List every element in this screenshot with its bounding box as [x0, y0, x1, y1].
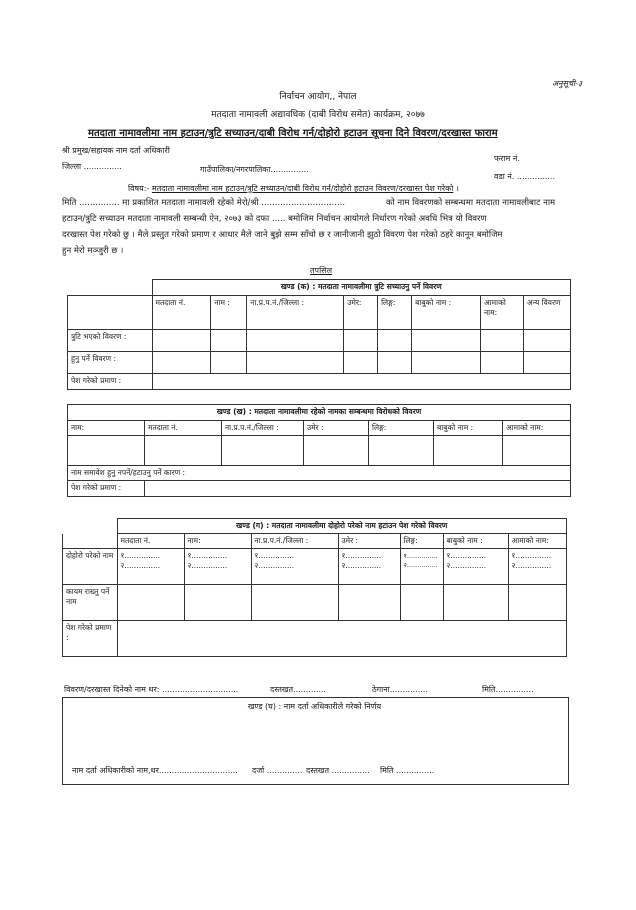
- col-father: बाबुको नाम :: [434, 421, 503, 436]
- cell-input[interactable]: [378, 330, 412, 352]
- addressee: श्री प्रमुख/सहायक नाम दर्ता अधिकारी: [62, 146, 170, 155]
- col-name: नाम:: [68, 421, 145, 436]
- district-field[interactable]: जिल्ला ...............: [62, 162, 122, 171]
- col-name: नाम :: [211, 296, 247, 330]
- ward-field[interactable]: वडा नं. ...............: [494, 172, 556, 181]
- cell-input[interactable]: [184, 585, 251, 621]
- cell-input[interactable]: [211, 352, 247, 374]
- reason-field[interactable]: नाम समावेश हुनु नपर्ने/हटाउनु पर्ने कारण :: [68, 466, 571, 481]
- col-mother: आमाको नाम:: [508, 534, 567, 549]
- cell-input[interactable]: [152, 330, 211, 352]
- col-citizenship: ना.प्र.प.नं./जिल्ला :: [247, 296, 344, 330]
- cell-input[interactable]: [338, 585, 400, 621]
- col-name: नाम:: [184, 534, 251, 549]
- org-name: निर्वाचन आयोग,, नेपाल: [279, 92, 357, 102]
- row-proof: पेश गरेको प्रमाण :: [68, 374, 153, 390]
- cell-input[interactable]: [251, 585, 338, 621]
- section-b-title: खण्ड (ख) : मतदाता नामावलीमा रहेको नामका सम्बन्धमा विरोधको विवरण: [68, 405, 571, 421]
- section-a-table: [67, 279, 571, 390]
- applicant-name-field[interactable]: विवरण/दरखास्त दिनेको नाम थर: ..............................: [64, 685, 239, 694]
- cell-input[interactable]: [145, 436, 222, 466]
- dup-father[interactable]: १............... २...............: [443, 549, 508, 585]
- cell-input[interactable]: [503, 436, 571, 466]
- applicant-address-field[interactable]: ठेगाना...............: [372, 685, 428, 694]
- cell-input[interactable]: [304, 436, 369, 466]
- applicant-date-field[interactable]: मिति...............: [482, 685, 534, 694]
- cell-input[interactable]: [68, 436, 145, 466]
- program-title: मतदाता नामावली अद्यावधिक (दाबी विरोध समेत) कार्यक्रम, २०७७: [211, 110, 425, 120]
- col-other: अन्य विवरण: [524, 296, 571, 330]
- subject-text: मतदाता नामावलीमा नाम हटाउन/त्रुटि सच्याउन/दाबी विरोध गर्न/दोहोरो हटाउन विवरण/दरखास्त पेश गरेको: [151, 184, 454, 193]
- col-age: उमेर :: [338, 534, 400, 549]
- col-citizenship: ना.प्र.प.नं./जिल्ला :: [251, 534, 338, 549]
- dup-citizenship[interactable]: १............... २...............: [251, 549, 338, 585]
- col-citizenship: ना.प्र.प.नं./जिल्ला :: [222, 421, 304, 436]
- row-proof: पेश गरेको प्रमाण :: [63, 621, 118, 657]
- cell-input[interactable]: [344, 352, 378, 374]
- section-a-title: खण्ड (क) : मतदाता नामावलीमा त्रुटि सच्याउनु पर्ने विवरण: [152, 280, 571, 296]
- dup-name[interactable]: १............... २...............: [184, 549, 251, 585]
- form-number: फराम नं.: [494, 154, 520, 163]
- row-duplicate: दोहोरो परेको नाम: [63, 549, 118, 585]
- proof-input[interactable]: [145, 481, 571, 497]
- proof-label: पेश गरेको प्रमाण :: [68, 481, 145, 497]
- subject-end: ।: [455, 184, 459, 193]
- cell-input[interactable]: [400, 585, 443, 621]
- cell-input[interactable]: [117, 585, 184, 621]
- officer-date-field[interactable]: मिति ...............: [380, 766, 435, 775]
- cell-input[interactable]: [211, 330, 247, 352]
- cell-input[interactable]: [152, 352, 211, 374]
- dup-mother[interactable]: १............... २...............: [508, 549, 567, 585]
- cell-input[interactable]: [247, 352, 344, 374]
- row-correct-detail: हुनु पर्ने विवरण :: [68, 352, 153, 374]
- col-age: उमेर :: [304, 421, 369, 436]
- row-error-detail: त्रुटि भएको विवरण :: [68, 330, 153, 352]
- col-father: बाबुको नाम :: [412, 296, 481, 330]
- body-line-1b: को नाम विवरणको सम्बन्धमा मतदाता नामावलीबाट नाम: [386, 198, 556, 208]
- col-father: बाबुको नाम :: [443, 534, 508, 549]
- col-age: उमेर:: [344, 296, 378, 330]
- col-gender: लिङ्ग:: [378, 296, 412, 330]
- cell-input[interactable]: [524, 330, 571, 352]
- cell-input[interactable]: [508, 585, 567, 621]
- col-mother: आमाको नाम:: [481, 296, 524, 330]
- cell-input[interactable]: [344, 330, 378, 352]
- cell-input[interactable]: [369, 436, 434, 466]
- dup-voter-no[interactable]: १............... २...............: [117, 549, 184, 585]
- col-voter-no: मतदाता नं.: [145, 421, 222, 436]
- cell-input[interactable]: [481, 352, 524, 374]
- body-line-2: हटाउन/त्रुटि सच्याउन मतदाता नामावली सम्बन्धी ऐन, २०७३ को दफा ..... बमोजिम निर्वाचन आयोगले निर्धारण गरेको अवधि भित्र यो विवरण: [62, 214, 487, 224]
- officer-signature-field[interactable]: दस्तखत ...............: [306, 766, 370, 775]
- annex-label: अनुसूची-३: [552, 79, 583, 88]
- col-gender: लिङ्ग:: [369, 421, 434, 436]
- section-b-table: [67, 404, 571, 497]
- cell-input[interactable]: [378, 352, 412, 374]
- section-c-table: [62, 518, 567, 657]
- section-d-title: खण्ड (घ) : नाम दर्ता अधिकारीले गरेको निर्णय: [247, 702, 382, 711]
- proof-input[interactable]: [152, 374, 571, 390]
- body-line-4: हुन मेरो मञ्जुरी छ ।: [62, 246, 124, 256]
- proof-input[interactable]: [117, 621, 567, 657]
- col-voter-no: मतदाता नं.: [152, 296, 211, 330]
- subject-line: [128, 183, 459, 194]
- cell-input[interactable]: [222, 436, 304, 466]
- section-c-title: खण्ड (ग) : मतदाता नामावलीमा दोहोरो परेको नाम हटाउन पेश गरेको विवरण: [117, 519, 567, 534]
- cell-input[interactable]: [412, 330, 481, 352]
- cell-input[interactable]: [481, 330, 524, 352]
- cell-input[interactable]: [434, 436, 503, 466]
- cell-input[interactable]: [247, 330, 344, 352]
- form-title: मतदाता नामावलीमा नाम हटाउन/त्रुटि सच्याउन/दाबी विरोध गर्न/दोहोरो हटाउन सूचना दिने विवरण/दरखास्त फाराम: [88, 128, 498, 139]
- body-line-1: मिति ............... मा प्रकाशित मतदाता नामावली रहेको मेरो/श्री ...............................: [62, 198, 346, 208]
- officer-rank-field[interactable]: दर्जा ..............: [252, 766, 303, 775]
- col-mother: आमाको नाम:: [503, 421, 571, 436]
- dup-gender[interactable]: १............... २...............: [400, 549, 443, 585]
- col-gender: लिङ्ग:: [400, 534, 443, 549]
- schedule-label: तपसिल: [310, 266, 333, 275]
- subject-label: विषय:-: [128, 184, 150, 193]
- row-keep: कायम राख्नु पर्ने नाम: [63, 585, 118, 621]
- cell-input[interactable]: [524, 352, 571, 374]
- cell-input[interactable]: [412, 352, 481, 374]
- municipality-field[interactable]: गाउँपालिका/नगरपालिका...............: [200, 165, 309, 174]
- applicant-signature-field[interactable]: दस्तखत.............: [270, 685, 327, 694]
- officer-name-field[interactable]: नाम दर्ता अधिकारीको नाम,थर...............................: [72, 766, 238, 775]
- dup-age[interactable]: १............... २...............: [338, 549, 400, 585]
- body-line-3: दरखास्त पेश गरेको छु । मैले प्रस्तुत गरेको प्रमाण र आधार मैले जाने बुझे सम्म साँचो छ र जानीजानी झुठो विवरण पेश गरेको ठहरे कानून बमोजिम: [62, 230, 503, 240]
- cell-input[interactable]: [443, 585, 508, 621]
- col-voter-no: मतदाता नं.: [117, 534, 184, 549]
